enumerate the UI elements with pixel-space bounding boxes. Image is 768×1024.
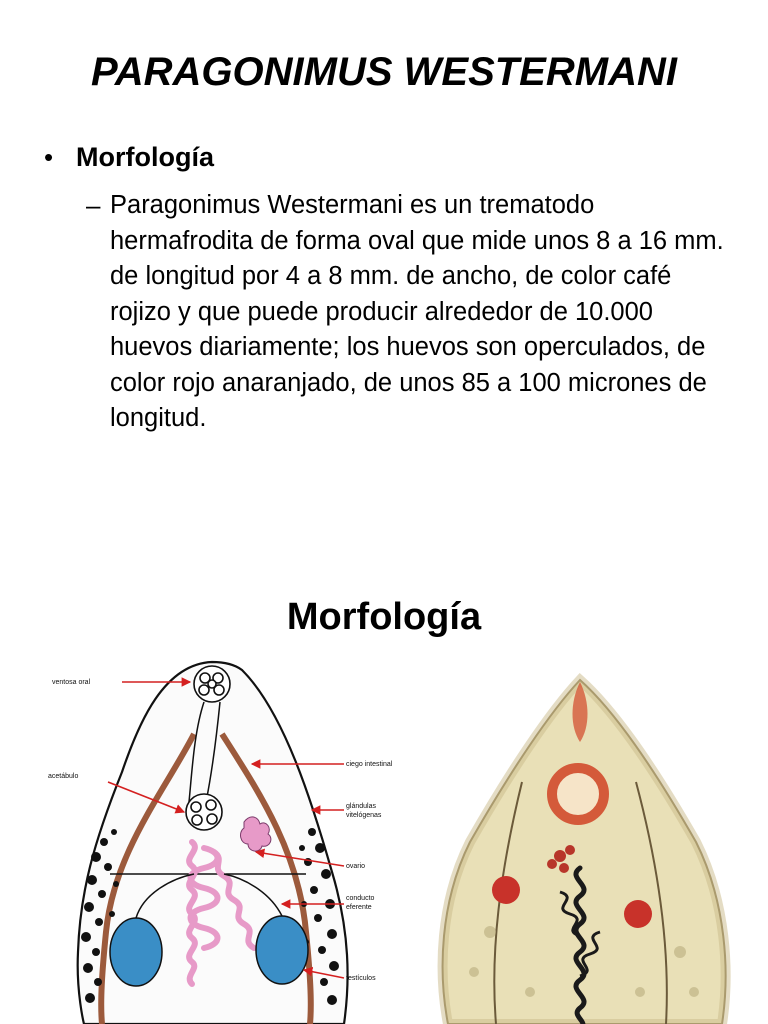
specimen-photo bbox=[430, 672, 736, 1024]
slide-title: PARAGONIMUS WESTERMANI bbox=[91, 50, 677, 94]
oral-sucker bbox=[194, 666, 230, 702]
label-ciego-intestinal: ciego intestinal bbox=[346, 761, 393, 768]
specimen-oral-sucker bbox=[552, 768, 604, 820]
slide-2 bbox=[0, 512, 768, 1024]
label-eferente: eferente bbox=[346, 904, 372, 911]
bullet-heading: Morfología bbox=[76, 142, 214, 172]
label-ventosa-oral: ventosa oral bbox=[52, 679, 91, 686]
label-acetabulo: acetábulo bbox=[48, 773, 79, 780]
label-conducto: conducto bbox=[346, 895, 375, 902]
label-ovario: ovario bbox=[346, 863, 366, 870]
label-testiculos: testículos bbox=[346, 975, 376, 982]
testis-left bbox=[110, 918, 162, 986]
acetabulum bbox=[186, 794, 222, 830]
bullet-marker: • bbox=[44, 142, 54, 172]
description-paragraph: Paragonimus Westermani es un trematodo hermafrodita de forma oval que mide unos 8 a 16 mm. de longitud por 4 a 8 mm. de ancho, de color café rojizo y que puede producir alrededor de 10.000 huevos diariamente; los huevos son operculados, de color rojo anaranjado, de unos 85 a 100 micrones de longitud. bbox=[110, 191, 724, 432]
sub-bullet bbox=[86, 188, 736, 437]
slide-title-2: Morfología bbox=[286, 596, 482, 638]
testis-right bbox=[256, 916, 308, 984]
anatomy-diagram bbox=[44, 652, 396, 1024]
label-glandulas: glándulas bbox=[346, 803, 376, 810]
sub-bullet-marker: – bbox=[86, 190, 101, 220]
bullet-item bbox=[44, 142, 214, 173]
label-vitelogenas: vitelógenas bbox=[346, 812, 382, 819]
